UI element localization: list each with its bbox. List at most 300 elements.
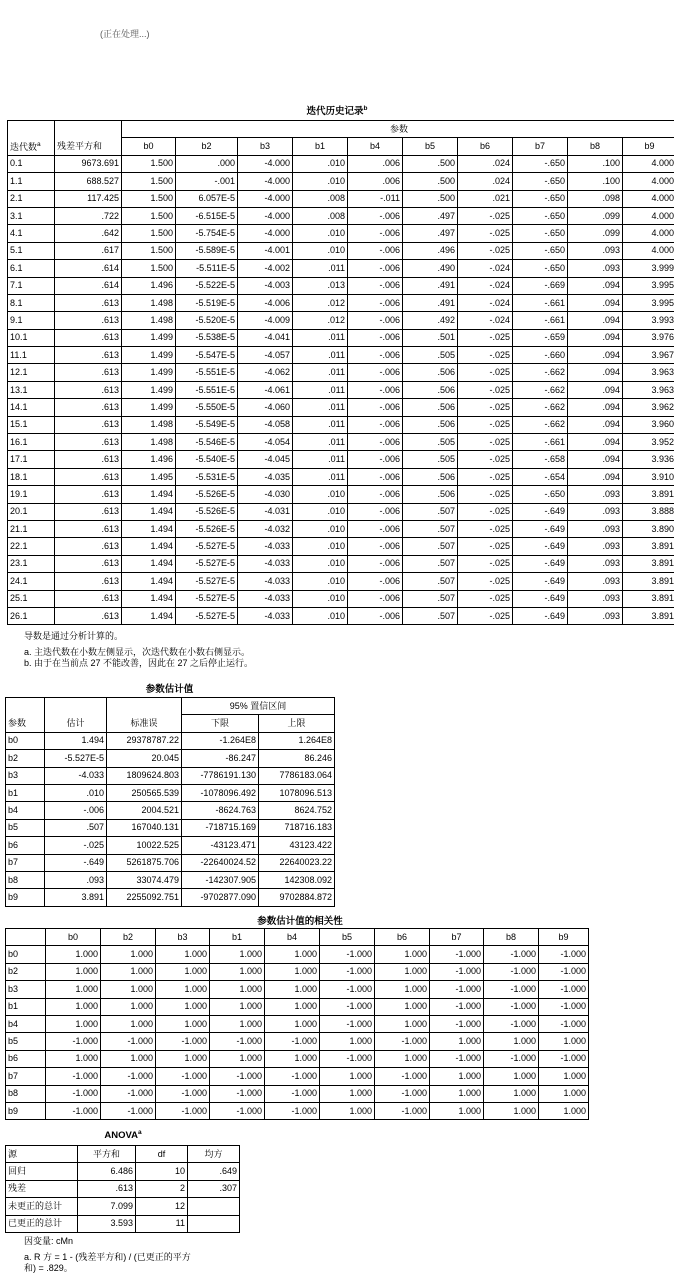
- iteration-row: [8, 451, 674, 468]
- correlation-value: 1.000: [484, 1033, 539, 1050]
- param-value-b0: 1.500: [122, 225, 176, 242]
- param-name: b8: [6, 871, 45, 888]
- correlation-value: 1.000: [539, 1102, 589, 1119]
- param-value-b2: -5.526E-5: [176, 486, 238, 503]
- ci-lower-value: -7786191.130: [182, 767, 259, 784]
- param-value-b6: -.025: [458, 555, 513, 572]
- est-estimate-header: 估计: [45, 715, 107, 732]
- param-value-b5: .507: [403, 520, 458, 537]
- estimate-value: -4.033: [45, 767, 107, 784]
- param-value-b6: -.024: [458, 260, 513, 277]
- param-value-b0: 1.494: [122, 486, 176, 503]
- param-value-b7: -.650: [513, 242, 568, 259]
- iteration-number: 22.1: [8, 538, 55, 555]
- iteration-number: 17.1: [8, 451, 55, 468]
- param-value-b1: .011: [293, 416, 348, 433]
- param-value-b6: -.025: [458, 416, 513, 433]
- param-value-b2: -5.550E-5: [176, 399, 238, 416]
- param-value-b2: -5.527E-5: [176, 538, 238, 555]
- residual-ss-value: 117.425: [55, 190, 122, 207]
- param-value-b8: .094: [568, 399, 623, 416]
- iteration-number: 10.1: [8, 329, 55, 346]
- correlation-value: 1.000: [265, 1015, 320, 1032]
- param-value-b1: .010: [293, 225, 348, 242]
- param-header-b1: b1: [293, 138, 348, 155]
- anova-source-header: 源: [6, 1146, 78, 1163]
- param-value-b9: 3.890: [623, 520, 674, 537]
- param-value-b4: -.006: [348, 364, 403, 381]
- corr-col-header-b7: b7: [430, 929, 484, 946]
- corr-col-header-b8: b8: [484, 929, 539, 946]
- correlation-value: -1.000: [210, 1033, 265, 1050]
- param-value-b7: -.650: [513, 155, 568, 172]
- iteration-row: [8, 607, 674, 624]
- ci-lower-value: -86.247: [182, 750, 259, 767]
- iteration-row: [8, 190, 674, 207]
- param-value-b5: .506: [403, 364, 458, 381]
- iter-notes: [24, 631, 253, 669]
- param-value-b5: .507: [403, 607, 458, 624]
- param-header-b4: b4: [348, 138, 403, 155]
- estimate-row: [6, 854, 335, 871]
- param-value-b4: -.006: [348, 555, 403, 572]
- correlation-value: 1.000: [210, 963, 265, 980]
- correlation-value: 1.000: [320, 1068, 375, 1085]
- correlation-value: -1.000: [210, 1102, 265, 1119]
- correlation-value: 1.000: [46, 998, 101, 1015]
- correlation-value: 1.000: [156, 963, 210, 980]
- correlation-value: 1.000: [265, 981, 320, 998]
- param-value-b5: .505: [403, 434, 458, 451]
- param-value-b2: -6.515E-5: [176, 207, 238, 224]
- param-value-b4: -.006: [348, 538, 403, 555]
- corr-col-header-b6: b6: [375, 929, 430, 946]
- corr-col-header-b0: b0: [46, 929, 101, 946]
- param-header-b6: b6: [458, 138, 513, 155]
- param-value-b8: .093: [568, 538, 623, 555]
- param-value-b0: 1.499: [122, 347, 176, 364]
- ci-upper-value: 86.246: [259, 750, 335, 767]
- estimate-row: [6, 889, 335, 906]
- param-value-b9: 3.963: [623, 381, 674, 398]
- anova-ss-value: 3.593: [78, 1215, 136, 1232]
- correlation-value: 1.000: [46, 1050, 101, 1067]
- correlation-row: [6, 998, 589, 1015]
- param-value-b0: 1.499: [122, 364, 176, 381]
- param-value-b7: -.649: [513, 573, 568, 590]
- correlation-value: 1.000: [265, 963, 320, 980]
- corr-row-header: b9: [6, 1102, 46, 1119]
- corr-row-header: b5: [6, 1033, 46, 1050]
- anova-ms-value: [188, 1215, 240, 1232]
- iter-corner-2: [55, 121, 122, 138]
- param-value-b9: 3.891: [623, 573, 674, 590]
- param-value-b7: -.654: [513, 468, 568, 485]
- estimate-value: -.006: [45, 802, 107, 819]
- iteration-row: [8, 399, 674, 416]
- correlation-row: [6, 1085, 589, 1102]
- param-value-b4: -.006: [348, 347, 403, 364]
- correlation-value: -1.000: [539, 1050, 589, 1067]
- param-value-b4: .006: [348, 155, 403, 172]
- iteration-number: 23.1: [8, 555, 55, 572]
- param-value-b2: -5.527E-5: [176, 590, 238, 607]
- param-value-b8: .093: [568, 607, 623, 624]
- residual-ss-value: .613: [55, 399, 122, 416]
- correlation-value: 1.000: [210, 981, 265, 998]
- param-value-b8: .094: [568, 381, 623, 398]
- correlation-value: -1.000: [539, 946, 589, 963]
- correlation-value: -1.000: [46, 1102, 101, 1119]
- param-value-b4: -.006: [348, 573, 403, 590]
- correlation-value: 1.000: [430, 1102, 484, 1119]
- correlation-value: 1.000: [375, 998, 430, 1015]
- iteration-row: [8, 173, 674, 190]
- param-name: b2: [6, 750, 45, 767]
- param-value-b2: -5.527E-5: [176, 555, 238, 572]
- processing-status: (正在处理...): [100, 29, 150, 39]
- iteration-row: [8, 312, 674, 329]
- param-value-b0: 1.494: [122, 573, 176, 590]
- param-value-b1: .011: [293, 399, 348, 416]
- correlation-value: 1.000: [375, 946, 430, 963]
- param-value-b9: 4.000: [623, 207, 674, 224]
- param-value-b1: .011: [293, 329, 348, 346]
- ci-upper-value: 43123.422: [259, 837, 335, 854]
- param-name: b7: [6, 854, 45, 871]
- residual-ss-value: .613: [55, 607, 122, 624]
- param-value-b2: -5.547E-5: [176, 347, 238, 364]
- param-value-b2: -5.527E-5: [176, 573, 238, 590]
- correlation-value: 1.000: [265, 998, 320, 1015]
- iteration-row: [8, 434, 674, 451]
- param-value-b5: .507: [403, 555, 458, 572]
- param-value-b2: 6.057E-5: [176, 190, 238, 207]
- param-value-b1: .010: [293, 538, 348, 555]
- param-header-b8: b8: [568, 138, 623, 155]
- iteration-number: 2.1: [8, 190, 55, 207]
- correlation-value: 1.000: [210, 998, 265, 1015]
- residual-ss-value: .642: [55, 225, 122, 242]
- correlation-value: 1.000: [156, 1050, 210, 1067]
- correlation-value: 1.000: [46, 981, 101, 998]
- correlation-value: 1.000: [210, 1015, 265, 1032]
- correlation-value: 1.000: [265, 946, 320, 963]
- iteration-number: 6.1: [8, 260, 55, 277]
- param-value-b5: .491: [403, 294, 458, 311]
- iteration-row: [8, 242, 674, 259]
- corr-col-header-b3: b3: [156, 929, 210, 946]
- estimate-value: -.649: [45, 854, 107, 871]
- iteration-number: 18.1: [8, 468, 55, 485]
- corr-row-header: b4: [6, 1015, 46, 1032]
- param-value-b5: .506: [403, 468, 458, 485]
- param-value-b8: .099: [568, 207, 623, 224]
- param-value-b2: -.001: [176, 173, 238, 190]
- param-name: b6: [6, 837, 45, 854]
- ci-lower-value: -1078096.492: [182, 784, 259, 801]
- param-value-b1: .012: [293, 312, 348, 329]
- param-value-b5: .490: [403, 260, 458, 277]
- param-value-b4: -.006: [348, 277, 403, 294]
- param-value-b2: -5.522E-5: [176, 277, 238, 294]
- param-value-b1: .010: [293, 590, 348, 607]
- ci-upper-value: 142308.092: [259, 871, 335, 888]
- ci-lower-value: -9702877.090: [182, 889, 259, 906]
- param-value-b4: -.006: [348, 329, 403, 346]
- param-value-b7: -.649: [513, 520, 568, 537]
- param-estimates-title: 参数估计值: [145, 684, 194, 695]
- iteration-number: 1.1: [8, 173, 55, 190]
- iteration-number: 7.1: [8, 277, 55, 294]
- correlation-value: -1.000: [101, 1068, 156, 1085]
- param-value-b4: -.006: [348, 607, 403, 624]
- param-value-b0: 1.498: [122, 312, 176, 329]
- correlation-value: 1.000: [539, 1068, 589, 1085]
- param-value-b0: 1.499: [122, 329, 176, 346]
- corr-col-header-b1: b1: [210, 929, 265, 946]
- param-value-b3: -4.000: [238, 225, 293, 242]
- param-value-b7: -.669: [513, 277, 568, 294]
- param-value-b6: -.024: [458, 312, 513, 329]
- param-value-b3: -4.033: [238, 607, 293, 624]
- residual-ss-value: .613: [55, 486, 122, 503]
- param-value-b3: -4.045: [238, 451, 293, 468]
- anova-source: 未更正的总计: [6, 1198, 78, 1215]
- ci-upper-value: 1078096.513: [259, 784, 335, 801]
- iteration-number: 26.1: [8, 607, 55, 624]
- iteration-row: [8, 416, 674, 433]
- param-value-b0: 1.495: [122, 468, 176, 485]
- param-value-b5: .497: [403, 207, 458, 224]
- param-value-b9: 3.967: [623, 347, 674, 364]
- correlation-value: -1.000: [101, 1102, 156, 1119]
- param-value-b1: .013: [293, 277, 348, 294]
- correlation-value: -1.000: [320, 981, 375, 998]
- param-value-b9: 3.963: [623, 364, 674, 381]
- correlation-value: -1.000: [539, 1015, 589, 1032]
- param-value-b6: -.025: [458, 242, 513, 259]
- correlation-value: -1.000: [46, 1033, 101, 1050]
- param-value-b8: .094: [568, 312, 623, 329]
- residual-ss-value: .613: [55, 364, 122, 381]
- residual-ss-value: .617: [55, 242, 122, 259]
- iteration-history-table: [7, 120, 674, 625]
- param-value-b3: -4.030: [238, 486, 293, 503]
- ci-upper-value: 9702884.872: [259, 889, 335, 906]
- param-value-b3: -4.002: [238, 260, 293, 277]
- correlation-row: [6, 1050, 589, 1067]
- correlation-value: 1.000: [375, 1050, 430, 1067]
- param-value-b0: 1.498: [122, 434, 176, 451]
- stderr-value: 2004.521: [107, 802, 182, 819]
- param-value-b7: -.650: [513, 225, 568, 242]
- correlation-value: -1.000: [430, 1015, 484, 1032]
- param-value-b6: .024: [458, 155, 513, 172]
- iteration-number: 3.1: [8, 207, 55, 224]
- residual-ss-value: .613: [55, 312, 122, 329]
- iteration-number: 19.1: [8, 486, 55, 503]
- est-corner-3: [107, 698, 182, 715]
- anova-source: 回归: [6, 1163, 78, 1180]
- anova-ms-value: [188, 1198, 240, 1215]
- param-value-b8: .093: [568, 573, 623, 590]
- anova-source: 残差: [6, 1180, 78, 1197]
- param-value-b6: -.025: [458, 434, 513, 451]
- estimate-row: [6, 732, 335, 749]
- param-value-b9: 3.995: [623, 294, 674, 311]
- residual-ss-value: .613: [55, 538, 122, 555]
- correlation-value: -1.000: [156, 1085, 210, 1102]
- corr-col-header-b9: b9: [539, 929, 589, 946]
- param-value-b6: -.025: [458, 399, 513, 416]
- correlation-value: 1.000: [430, 1068, 484, 1085]
- param-value-b8: .094: [568, 277, 623, 294]
- param-value-b1: .010: [293, 520, 348, 537]
- residual-ss-value: .613: [55, 590, 122, 607]
- anova-note-a-line2: 和) = .829。: [24, 1263, 73, 1273]
- correlation-value: 1.000: [156, 946, 210, 963]
- param-value-b5: .492: [403, 312, 458, 329]
- param-value-b0: 1.498: [122, 294, 176, 311]
- residual-ss-value: .613: [55, 520, 122, 537]
- residual-ss-value: .613: [55, 468, 122, 485]
- param-value-b2: -5.520E-5: [176, 312, 238, 329]
- correlation-value: -1.000: [375, 1068, 430, 1085]
- param-value-b8: .094: [568, 347, 623, 364]
- est-param-header: 参数: [6, 715, 45, 732]
- param-value-b8: .094: [568, 468, 623, 485]
- param-value-b1: .011: [293, 260, 348, 277]
- iteration-row: [8, 347, 674, 364]
- param-value-b8: .100: [568, 173, 623, 190]
- param-value-b1: .011: [293, 434, 348, 451]
- param-value-b9: 3.888: [623, 503, 674, 520]
- iteration-number: 21.1: [8, 520, 55, 537]
- residual-ss-value: .613: [55, 416, 122, 433]
- correlation-value: -1.000: [265, 1033, 320, 1050]
- correlation-value: -1.000: [265, 1068, 320, 1085]
- correlation-value: -1.000: [156, 1102, 210, 1119]
- iteration-row: [8, 207, 674, 224]
- param-value-b9: 4.000: [623, 225, 674, 242]
- param-value-b7: -.660: [513, 347, 568, 364]
- correlation-value: -1.000: [375, 1085, 430, 1102]
- param-value-b0: 1.500: [122, 242, 176, 259]
- param-value-b1: .012: [293, 294, 348, 311]
- correlation-row: [6, 981, 589, 998]
- param-value-b9: 3.936: [623, 451, 674, 468]
- param-value-b6: -.025: [458, 381, 513, 398]
- correlation-value: -1.000: [320, 963, 375, 980]
- param-value-b1: .011: [293, 364, 348, 381]
- residual-ss-value: 688.527: [55, 173, 122, 190]
- estimate-row: [6, 819, 335, 836]
- correlation-value: -1.000: [539, 963, 589, 980]
- anova-ss-value: 7.099: [78, 1198, 136, 1215]
- iteration-number: 15.1: [8, 416, 55, 433]
- stderr-value: 167040.131: [107, 819, 182, 836]
- estimate-row: [6, 767, 335, 784]
- estimate-value: -.025: [45, 837, 107, 854]
- anova-row: [6, 1215, 240, 1232]
- param-value-b7: -.650: [513, 190, 568, 207]
- param-value-b1: .010: [293, 503, 348, 520]
- anova-dependent-var: 因变量: cMn: [24, 1236, 74, 1246]
- param-value-b9: 3.952: [623, 434, 674, 451]
- param-value-b9: 4.000: [623, 155, 674, 172]
- ci-lower-value: -8624.763: [182, 802, 259, 819]
- anova-ms-value: .649: [188, 1163, 240, 1180]
- residual-ss-header: 残差平方和: [55, 138, 122, 155]
- est-stderr-header: 标准误: [107, 715, 182, 732]
- param-value-b7: -.650: [513, 260, 568, 277]
- param-value-b4: -.006: [348, 451, 403, 468]
- param-value-b1: .010: [293, 242, 348, 259]
- ci-upper-value: 1.264E8: [259, 732, 335, 749]
- param-value-b3: -4.041: [238, 329, 293, 346]
- iter-note-derivatives: 导数是通过分析计算的。: [24, 631, 124, 641]
- correlation-value: 1.000: [46, 1015, 101, 1032]
- iteration-number: 25.1: [8, 590, 55, 607]
- param-value-b5: .496: [403, 242, 458, 259]
- param-value-b8: .093: [568, 503, 623, 520]
- param-value-b2: -5.519E-5: [176, 294, 238, 311]
- correlation-value: 1.000: [375, 1015, 430, 1032]
- residual-ss-value: .613: [55, 451, 122, 468]
- est-upper-header: 上限: [259, 715, 335, 732]
- residual-ss-value: .614: [55, 277, 122, 294]
- param-value-b7: -.662: [513, 399, 568, 416]
- param-value-b7: -.649: [513, 503, 568, 520]
- param-value-b7: -.659: [513, 329, 568, 346]
- param-value-b0: 1.494: [122, 520, 176, 537]
- param-value-b3: -4.033: [238, 573, 293, 590]
- param-value-b0: 1.494: [122, 555, 176, 572]
- stderr-value: 1809624.803: [107, 767, 182, 784]
- param-value-b0: 1.494: [122, 538, 176, 555]
- corr-row-header: b1: [6, 998, 46, 1015]
- param-name: b1: [6, 784, 45, 801]
- param-value-b7: -.661: [513, 434, 568, 451]
- iteration-row: [8, 329, 674, 346]
- param-value-b0: 1.500: [122, 190, 176, 207]
- param-value-b1: .011: [293, 451, 348, 468]
- correlation-value: -1.000: [484, 1015, 539, 1032]
- iteration-row: [8, 225, 674, 242]
- corr-row-header: b6: [6, 1050, 46, 1067]
- correlation-value: 1.000: [210, 946, 265, 963]
- iter-note-b: b. 由于在当前点 27 不能改善，因此在 27 之后停止运行。: [24, 658, 254, 668]
- param-value-b0: 1.498: [122, 416, 176, 433]
- correlation-value: -1.000: [430, 981, 484, 998]
- param-value-b1: .010: [293, 555, 348, 572]
- param-value-b5: .505: [403, 347, 458, 364]
- param-value-b3: -4.000: [238, 190, 293, 207]
- param-value-b6: -.025: [458, 347, 513, 364]
- correlations-table: [5, 928, 589, 1120]
- param-value-b1: .010: [293, 155, 348, 172]
- param-value-b4: -.006: [348, 294, 403, 311]
- param-header-b3: b3: [238, 138, 293, 155]
- param-value-b5: .507: [403, 538, 458, 555]
- param-value-b5: .505: [403, 451, 458, 468]
- anova-ms-value: .307: [188, 1180, 240, 1197]
- param-value-b4: -.006: [348, 590, 403, 607]
- iteration-row: [8, 277, 674, 294]
- correlation-value: -1.000: [320, 1050, 375, 1067]
- correlation-row: [6, 946, 589, 963]
